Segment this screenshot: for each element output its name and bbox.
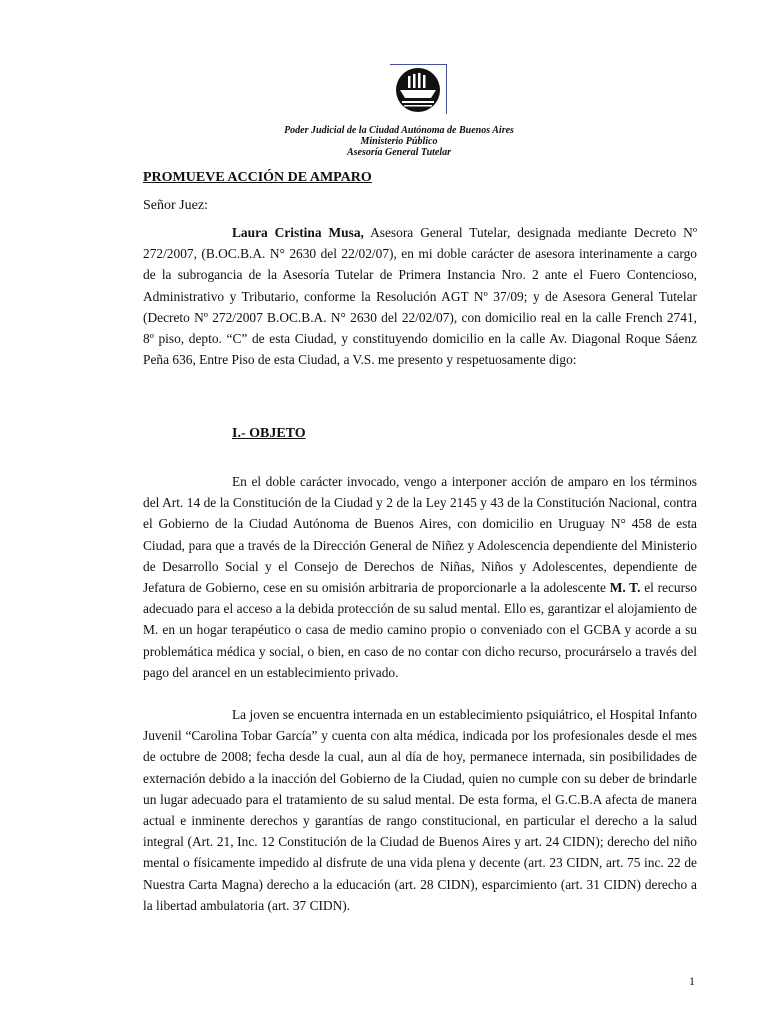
objeto-text-part2: el recurso adecuado para el acceso a la debida protección de su salud mental. Ello es, garantizar el alojamiento de M. en un hogar terapéutico o casa de medio camino propio o conveniado con el GCBA y acorde a su problemática médica y social, o bien, en caso de no contar con dicho recurso, procurárselo a través del pago del arancel en un establecimiento privado. xyxy=(143,580,697,680)
salutation: Señor Juez: xyxy=(143,198,208,213)
seal-frame-top xyxy=(390,64,447,65)
header-line-judicial: Poder Judicial de la Ciudad Autónoma de Buenos Aires xyxy=(284,125,514,136)
page-number: 1 xyxy=(689,974,695,988)
minor-initials: M. T. xyxy=(609,580,641,596)
intro-text: Asesora General Tutelar, designada mediante Decreto Nº 272/2007, (B.OC.B.A. N° 2630 del 22/02/07), en mi doble carácter de asesora interinamente a cargo de la subrogancia de la Asesoría Tutelar de Primera Instancia Nro. 2 ante el Fuero Contencioso, Administrativo y Tributario, conforme la Resolución AGT Nº 37/09; y de Asesora General Tutelar (Decreto Nº 272/2007 B.OC.B.A. N° 2630 del 22/02/07), con domicilio real en la calle French 2741, 8º piso, depto. “C” de esta Ciudad, y constituyendo domicilio en la calle Av. Diagonal Roque Sáenz Peña 636, Entre Piso de esta Ciudad, a V.S. me presento y respetuosamente digo: xyxy=(143,225,697,368)
seal-frame-right xyxy=(446,64,447,114)
institution-seal xyxy=(390,64,448,116)
objeto-paragraph-2: La joven se encuentra internada en un establecimiento psiquiátrico, el Hospital Infanto Juvenil “Carolina Tobar García” y cuenta con alta médica, indicada por los profesionales desde el mes de octubre de 2008; fecha desde la cual, aun al día de hoy, permanece internada, sin posibilidades de externación debido a la inacción del Gobierno de la Ciudad, quien no cumple con su deber de brindarle un lugar adecuado para el tratamiento de su salud mental. De esta forma, el G.C.B.A afecta de manera actual e inminente derechos y garantías de rango constitucional, en particular el derecho a la salud integral (Art. 21, Inc. 12 Constitución de la Ciudad de Buenos Aires y art. 24 CIDN); derecho del niño mental o físicamente impedido al disfrute de una vida plena y decente (art. 23 CIDN, art. 75 inc. 22 de Nuestra Carta Magna) derecho a la educación (art. 28 CIDN), esparcimiento (art. 31 CIDN) derecho a la libertad ambulatoria (art. 37 CIDN). xyxy=(143,707,697,913)
header-line-office: Asesoría General Tutelar xyxy=(346,147,452,158)
header-line-ministry: Ministerio Público xyxy=(360,136,438,147)
objeto-text-part1: En el doble carácter invocado, vengo a interponer acción de amparo en los términos del Art. 14 de la Constitución de la Ciudad y 2 de la Ley 2145 y 43 de la Constitución Nacional, contra el Gobierno de la Ciudad Autónoma de Buenos Aires, con domicilio en Uruguay N° 458 de esta Ciudad, para que a través de la Dirección General de Niñez y Adolescencia dependiente del Ministerio de Desarrollo Social y el Consejo de Derechos de Niñas, Niños y Adolescentes, dependiente de Jefatura de Gobierno, cese en su omisión arbitraria de proporcionarle a la adolescente xyxy=(143,474,697,596)
intro-paragraph xyxy=(143,222,697,370)
section-heading-objeto: I.- OBJETO xyxy=(232,426,306,441)
intro-author-name: Laura Cristina Musa, xyxy=(232,225,364,240)
seal-emblem-icon xyxy=(392,66,442,114)
institution-header xyxy=(0,125,768,158)
objeto-paragraph-1 xyxy=(143,471,697,683)
document-title: PROMUEVE ACCIÓN DE AMPARO xyxy=(143,170,372,185)
